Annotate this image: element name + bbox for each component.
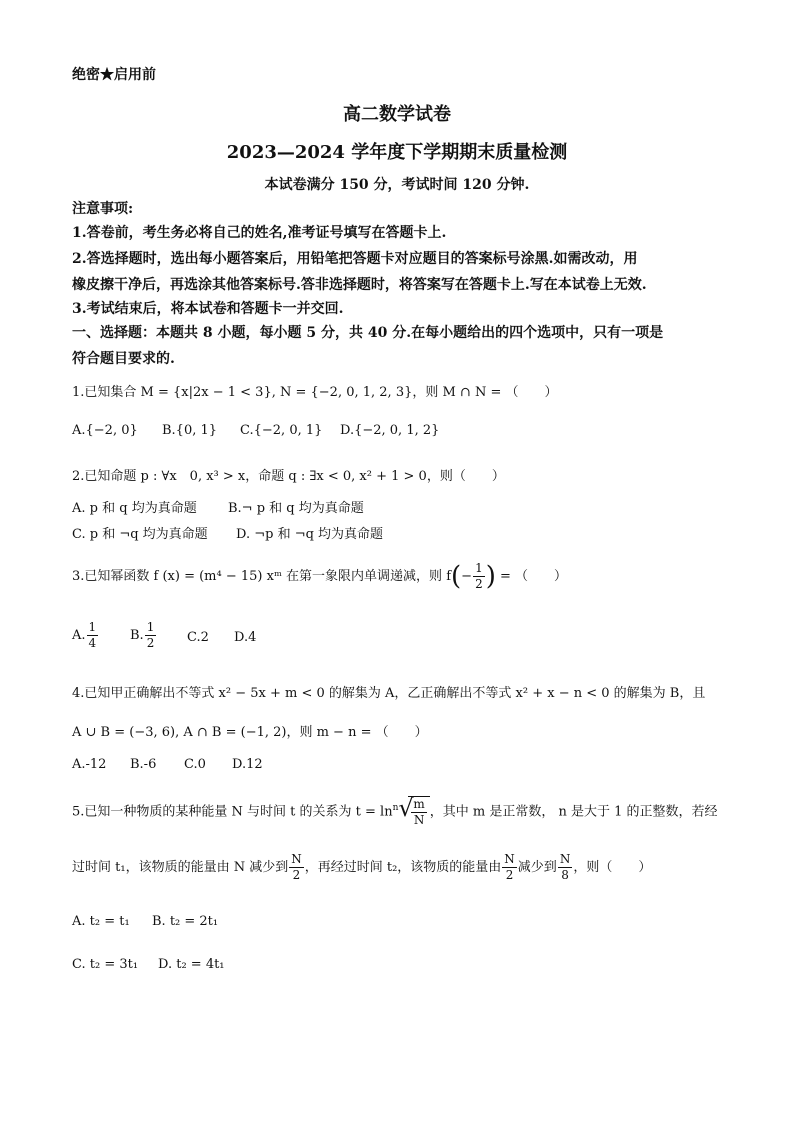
question-5-stem-text-end: ，其中 m 是正常数， n 是大于 1 的正整数，若经 bbox=[429, 804, 718, 820]
note-item-2a: 2.答选择题时，选出每小题答案后，用铅笔把答题卡对应题目的答案标号涂黑.如需改动，用 bbox=[72, 251, 638, 267]
question-4-option-d: D.12 bbox=[232, 757, 263, 772]
question-1-option-d: D.{−2, 0, 1, 2} bbox=[340, 423, 440, 438]
question-2-stem: 2.已知命题 p : ∀x 0, x³ > x，命题 q : ∃x < 0, x² + 1 > 0，则（ ） bbox=[72, 469, 505, 484]
fraction-numerator: N bbox=[559, 852, 571, 866]
question-1-option-a: A.{−2, 0} bbox=[72, 423, 138, 438]
option-prefix: B. bbox=[130, 628, 144, 643]
section-1-heading-b: 符合题目要求的. bbox=[72, 351, 175, 367]
fraction bbox=[558, 852, 573, 883]
notes-heading: 注意事项: bbox=[72, 201, 134, 217]
fraction-denominator: N bbox=[413, 813, 425, 827]
question-3-stem-text: 3.已知幂函数 f (x) = (m⁴ − 15) xᵐ 在第一象限内单调递减，则 f bbox=[72, 569, 452, 584]
note-item-3: 3.考试结束后，将本试卷和答题卡一并交回. bbox=[72, 301, 344, 317]
question-3-option-d: D.4 bbox=[234, 630, 257, 645]
right-paren: ) bbox=[485, 561, 496, 592]
option-prefix: A. bbox=[72, 628, 86, 643]
question-5-stem-line-1 bbox=[72, 796, 718, 828]
radical bbox=[398, 794, 429, 828]
fraction bbox=[473, 561, 485, 592]
question-1-stem: 1.已知集合 M = {x|2x − 1 < 3}, N = {−2, 0, 1, 2, 3}，则 M ∩ N = （ ） bbox=[72, 385, 558, 400]
question-2-option-b: B.¬ p 和 q 均为真命题 bbox=[228, 501, 364, 516]
stem-text: 减少到 bbox=[517, 860, 557, 875]
fraction-denominator: 2 bbox=[475, 577, 483, 591]
question-3-option-b bbox=[130, 620, 157, 651]
radical-sign: √ bbox=[398, 794, 414, 822]
question-5-option-c: C. t₂ = 3t₁ bbox=[72, 957, 139, 972]
question-3-stem: 3.已知幂函数 f (x) = (m⁴ − 15) xᵐ 在第一象限内单调递减，则 f(− $\frac{1}{2}$ ) = （ ） bbox=[72, 561, 568, 592]
note-item-2b: 橡皮擦干净后，再选涂其他答案标号.答非选择题时，将答案写在答题卡上.写在本试卷上无效. bbox=[72, 277, 647, 293]
question-5-option-b: B. t₂ = 2t₁ bbox=[152, 914, 219, 929]
exam-title: 高二数学试卷 bbox=[343, 104, 451, 125]
fraction-numerator: N bbox=[504, 852, 515, 866]
question-2-option-c: C. p 和 ¬q 均为真命题 bbox=[72, 527, 208, 542]
fraction-numerator: m bbox=[413, 797, 425, 811]
question-2-option-d: D. ¬p 和 ¬q 均为真命题 bbox=[236, 527, 384, 542]
fraction-numerator: 1 bbox=[146, 620, 155, 634]
question-1-option-b: B.{0, 1} bbox=[162, 423, 218, 438]
fraction bbox=[502, 852, 517, 883]
fraction bbox=[145, 620, 157, 651]
left-paren: ( bbox=[451, 561, 462, 592]
question-1-option-c: C.{−2, 0, 1} bbox=[240, 423, 323, 438]
confidential-label: 绝密★启用前 bbox=[72, 67, 156, 83]
question-5-stem-text: 5.已知一种物质的某种能量 N 与时间 t 的关系为 t = ln bbox=[72, 804, 393, 820]
fraction-numerator: 1 bbox=[88, 620, 97, 634]
question-4-option-c: C.0 bbox=[184, 757, 206, 772]
fraction bbox=[87, 620, 99, 651]
question-4-option-a: A.-12 bbox=[72, 757, 107, 772]
exam-subtitle: 2023—2024 学年度下学期期末质量检测 bbox=[226, 142, 568, 163]
root-index: n bbox=[392, 803, 399, 814]
question-4-option-b: B.-6 bbox=[130, 757, 157, 772]
question-4-stem-line-2: A ∪ B = (−3, 6), A ∩ B = (−1, 2)，则 m − n = （ ） bbox=[72, 725, 428, 740]
question-3-stem-end: = （ ） bbox=[500, 569, 568, 584]
question-5-option-a: A. t₂ = t₁ bbox=[72, 914, 130, 929]
note-item-1: 1.答卷前，考生务必将自己的姓名,准考证号填写在答题卡上. bbox=[72, 225, 447, 241]
question-5-option-d: D. t₂ = 4t₁ bbox=[158, 957, 225, 972]
exam-info: 本试卷满分 150 分，考试时间 120 分钟. bbox=[264, 177, 530, 193]
fraction bbox=[289, 852, 304, 883]
fraction-numerator: N bbox=[291, 852, 302, 866]
stem-text: 过时间 t₁，该物质的能量由 N 减少到 bbox=[72, 860, 289, 875]
section-1-heading-a: 一、选择题：本题共 8 小题，每小题 5 分，共 40 分.在每小题给出的四个选项中，只有一项是 bbox=[72, 325, 664, 341]
fraction-denominator: 2 bbox=[146, 636, 155, 650]
fraction-numerator: 1 bbox=[475, 561, 483, 575]
fraction-denominator: 2 bbox=[292, 868, 301, 882]
fraction-denominator: 2 bbox=[505, 868, 514, 882]
stem-text: ，则（ ） bbox=[573, 860, 652, 875]
fraction-denominator: 8 bbox=[561, 868, 569, 882]
question-4-stem-line-1: 4.已知甲正确解出不等式 x² − 5x + m < 0 的解集为 A，乙正确解出不等式 x² + x − n < 0 的解集为 B，且 bbox=[72, 686, 706, 701]
question-3-option-a bbox=[72, 620, 99, 651]
question-3-option-c: C.2 bbox=[187, 630, 209, 645]
stem-text: ，再经过时间 t₂，该物质的能量由 bbox=[304, 860, 502, 875]
question-2-option-a: A. p 和 q 均为真命题 bbox=[72, 501, 197, 516]
fraction-denominator: 4 bbox=[88, 636, 97, 650]
question-5-stem-line-2 bbox=[72, 852, 651, 883]
